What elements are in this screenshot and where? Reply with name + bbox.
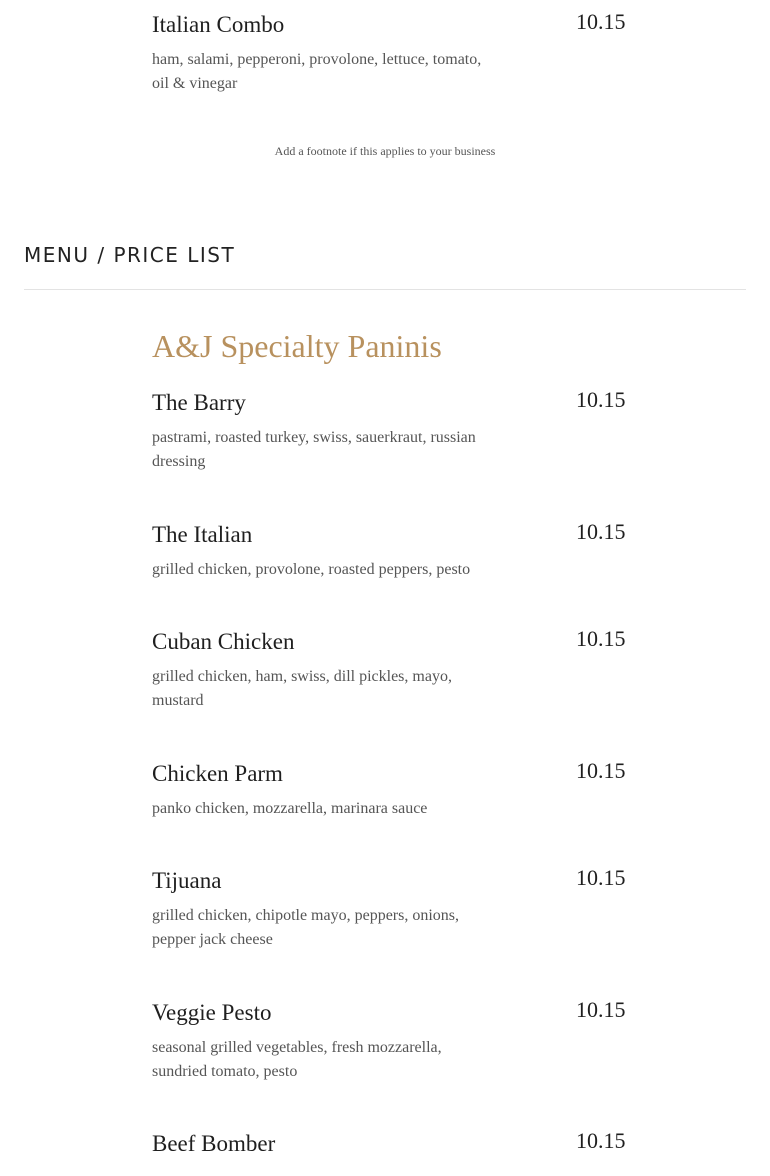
menu-item-name: Beef Bomber — [152, 1131, 276, 1156]
menu-item-description: ham, salami, pepperoni, provolone, lettuce, tomato, oil & vinegar — [152, 51, 482, 92]
menu-item-price: 10.15 — [576, 997, 626, 1022]
menu-item-name: Tijuana — [152, 868, 222, 893]
menu-item-description: pastrami, roasted turkey, swiss, sauerkraut, russian dressing — [152, 429, 476, 470]
menu-item-description: panko chicken, mozzarella, marinara sauce — [152, 800, 428, 817]
menu-item-price: 10.15 — [576, 626, 626, 651]
menu-item-name: Veggie Pesto — [152, 1000, 272, 1025]
menu-item-price: 10.15 — [576, 865, 626, 890]
menu-item-name: The Barry — [152, 390, 246, 415]
menu-item-price: 10.15 — [576, 387, 626, 412]
menu-item-price: 10.15 — [576, 1128, 626, 1153]
menu-item-name: Italian Combo — [152, 12, 285, 37]
footnote: Add a footnote if this applies to your business — [274, 144, 496, 158]
menu-item-price: 10.15 — [576, 9, 626, 34]
menu-item-name: Cuban Chicken — [152, 629, 295, 654]
section-divider — [24, 289, 746, 290]
menu-item-description: grilled chicken, provolone, roasted peppers, pesto — [152, 561, 471, 578]
menu-item-price: 10.15 — [576, 519, 626, 544]
menu-item-name: Chicken Parm — [152, 761, 283, 786]
category-title: A&J Specialty Paninis — [152, 328, 442, 364]
menu-item-price: 10.15 — [576, 758, 626, 783]
section-title: MENU / PRICE LIST — [24, 243, 236, 267]
menu-item-description: seasonal grilled vegetables, fresh mozzarella, sundried tomato, pesto — [152, 1039, 442, 1080]
menu-item-description: grilled chicken, ham, swiss, dill pickles, mayo, mustard — [152, 668, 452, 709]
menu-item-name: The Italian — [152, 522, 253, 547]
menu-item-description: grilled chicken, chipotle mayo, peppers, onions, pepper jack cheese — [152, 907, 460, 948]
